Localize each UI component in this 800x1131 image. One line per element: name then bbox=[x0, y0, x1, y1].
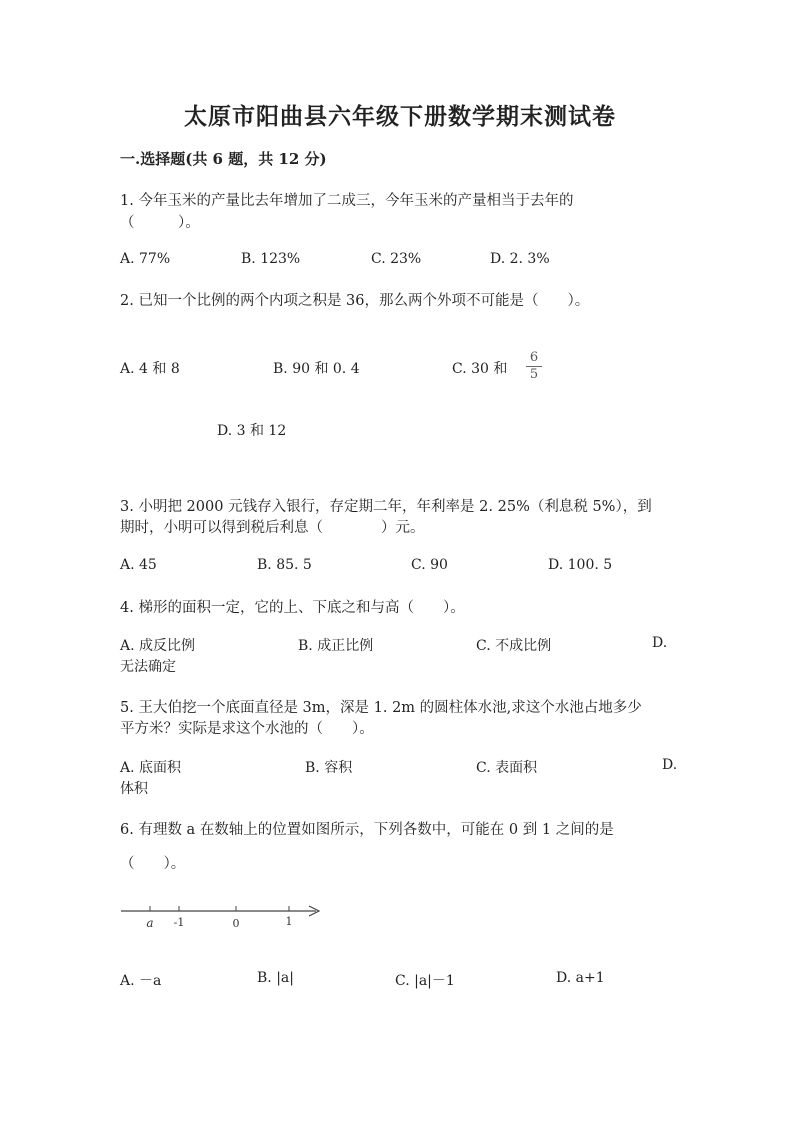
q5-option-a: A. 底面积 bbox=[120, 760, 182, 776]
question-3-text-cont: 期时，小明可以得到税后利息（ ）元。 bbox=[120, 520, 425, 536]
q4-option-a: A. 成反比例 bbox=[120, 638, 196, 654]
q4-option-b: B. 成正比例 bbox=[298, 638, 374, 654]
q1-option-a: A. 77% bbox=[120, 251, 171, 267]
q3-option-c: C. 90 bbox=[411, 557, 448, 573]
q1-option-b: B. 123% bbox=[241, 251, 301, 267]
q2-fraction bbox=[526, 351, 542, 382]
number-line-figure bbox=[118, 900, 328, 934]
question-1-text-cont: （ ）。 bbox=[120, 215, 200, 231]
question-2-text: 2. 已知一个比例的两个内项之积是 36，那么两个外项不可能是（ ）。 bbox=[120, 293, 590, 309]
number-line-label-a: a bbox=[146, 916, 154, 930]
q4-option-d: D. bbox=[652, 635, 668, 651]
number-line-label-0: 0 bbox=[232, 917, 240, 930]
question-5-text-cont: 平方米？实际是求这个水池的（ ）。 bbox=[120, 721, 374, 737]
q5-option-d-text: 体积 bbox=[120, 781, 148, 797]
question-6-text: 6. 有理数 a 在数轴上的位置如图所示，下列各数中，可能在 0 到 1 之间的是 bbox=[120, 822, 614, 838]
q3-option-b: B. 85. 5 bbox=[257, 557, 312, 573]
q4-option-c: C. 不成比例 bbox=[476, 638, 552, 654]
q3-option-a: A. 45 bbox=[120, 557, 157, 573]
page-title: 太原市阳曲县六年级下册数学期末测试卷 bbox=[184, 103, 616, 130]
question-6-text-cont: （ ）。 bbox=[120, 856, 186, 872]
q5-option-c: C. 表面积 bbox=[476, 760, 538, 776]
fraction-numerator: 6 bbox=[529, 350, 539, 365]
q6-option-c: C. |a|－1 bbox=[395, 973, 455, 989]
question-3-text: 3. 小明把 2000 元钱存入银行，存定期二年，年利率是 2. 25%（利息税 5%），到 bbox=[120, 499, 652, 515]
q1-option-c: C. 23% bbox=[371, 251, 422, 267]
q3-option-d: D. 100. 5 bbox=[548, 557, 613, 573]
q1-option-d: D. 2. 3% bbox=[490, 251, 550, 267]
q4-option-d-text: 无法确定 bbox=[120, 659, 176, 675]
q2-option-b: B. 90 和 0. 4 bbox=[273, 361, 360, 377]
question-5-text: 5. 王大伯挖一个底面直径是 3m，深是 1. 2m 的圆柱体水池,求这个水池占地多少 bbox=[120, 700, 642, 716]
question-4-text: 4. 梯形的面积一定，它的上、下底之和与高（ ）。 bbox=[120, 600, 465, 616]
number-line-label-minus-1: -1 bbox=[173, 916, 185, 929]
q2-option-a: A. 4 和 8 bbox=[120, 361, 180, 377]
q6-option-a: A. －a bbox=[120, 973, 162, 989]
q6-option-d: D. a+1 bbox=[556, 970, 605, 986]
section-heading: 一.选择题(共 6 题，共 12 分) bbox=[120, 150, 327, 168]
number-line-label-1: 1 bbox=[285, 915, 293, 928]
q5-option-d: D. bbox=[662, 757, 678, 773]
q5-option-b: B. 容积 bbox=[305, 760, 353, 776]
q2-option-c: C. 30 和 bbox=[452, 361, 508, 377]
question-1-text: 1. 今年玉米的产量比去年增加了二成三，今年玉米的产量相当于去年的 bbox=[120, 193, 574, 209]
q6-option-b: B. |a| bbox=[257, 970, 294, 986]
q2-option-d: D. 3 和 12 bbox=[217, 423, 287, 439]
fraction-denominator: 5 bbox=[529, 367, 539, 382]
